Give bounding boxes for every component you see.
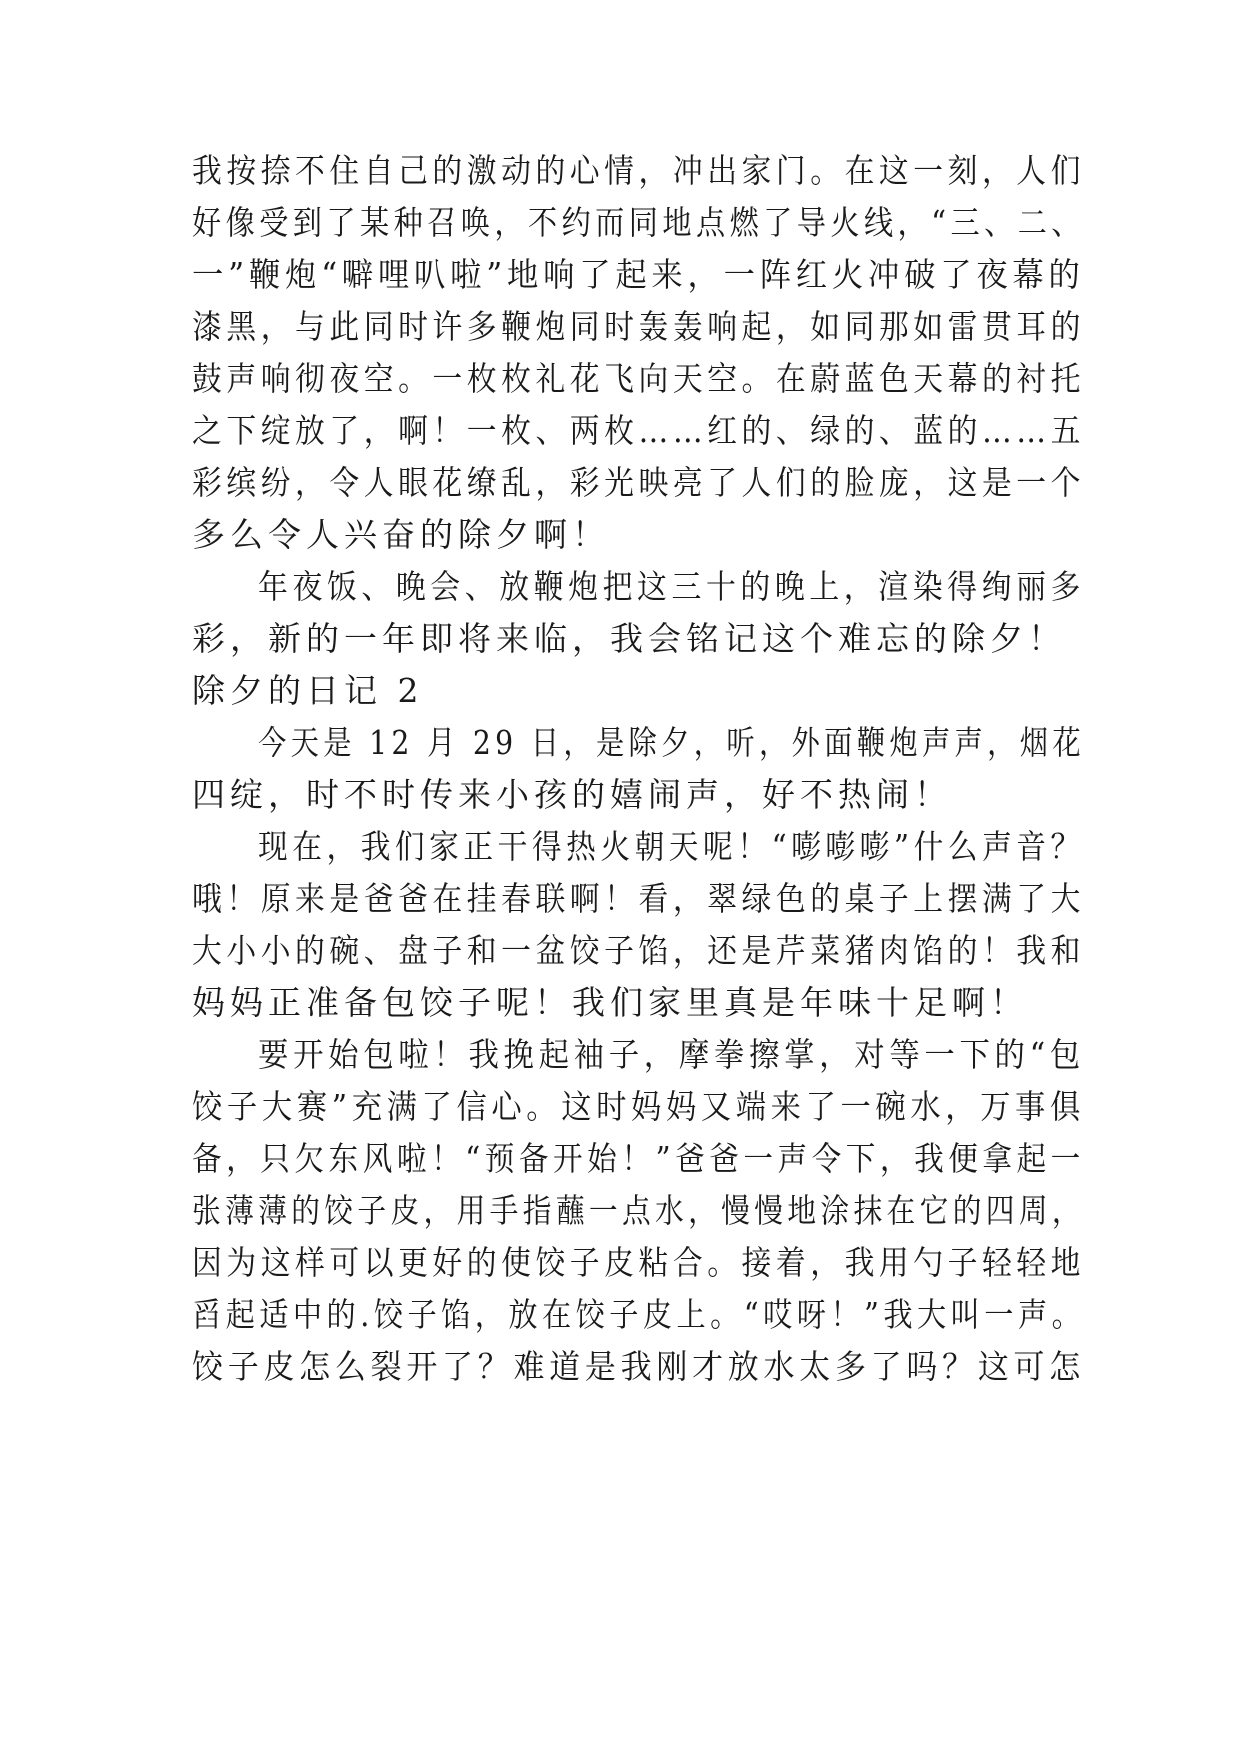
text-line: 饺子大赛”充满了信心。这时妈妈又端来了一碗水，万事俱 <box>192 1087 1085 1126</box>
text-line: 好像受到了某种召唤，不约而同地点燃了导火线，“三、二、 <box>192 203 1085 242</box>
text-line: 备，只欠东风啦！“预备开始！”爸爸一声令下，我便拿起一 <box>192 1139 1085 1178</box>
text-line: 大小小的碗、盘子和一盆饺子馅，还是芹菜猪肉馅的！我和 <box>192 931 1085 970</box>
text-line: 彩，新的一年即将来临，我会铭记这个难忘的除夕！ <box>192 619 1066 658</box>
text-line: 舀起适中的.饺子馅，放在饺子皮上。“哎呀！”我大叫一声。 <box>192 1295 1086 1334</box>
text-line: 因为这样可以更好的使饺子皮粘合。接着，我用勺子轻轻地 <box>192 1243 1085 1282</box>
paragraph-start-line: 现在，我们家正干得热火朝天呢！“嘭嘭嘭”什么声音？ <box>258 827 1085 866</box>
text-line: 漆黑，与此同时许多鞭炮同时轰轰响起，如同那如雷贯耳的 <box>192 307 1085 346</box>
text-line: 妈妈正准备包饺子呢！我们家里真是年味十足啊！ <box>192 983 1028 1022</box>
text-line: 多么令人兴奋的除夕啊！ <box>192 515 610 554</box>
text-line: 饺子皮怎么裂开了？难道是我刚才放水太多了吗？这可怎 <box>192 1347 1085 1386</box>
text-line: 四绽，时不时传来小孩的嬉闹声，好不热闹！ <box>192 775 952 814</box>
section-heading: 除夕的日记 2 <box>192 671 424 710</box>
text-line: 之下绽放了，啊！一枚、两枚……红的、绿的、蓝的……五 <box>192 411 1085 450</box>
paragraph-start-line: 年夜饭、晚会、放鞭炮把这三十的晚上，渲染得绚丽多 <box>258 567 1085 606</box>
text-line: 鼓声响彻夜空。一枚枚礼花飞向天空。在蔚蓝色天幕的衬托 <box>192 359 1085 398</box>
paragraph-start-line: 今天是 12 月 29 日，是除夕，听，外面鞭炮声声，烟花 <box>258 723 1085 762</box>
paragraph-start-line: 要开始包啦！我挽起袖子，摩拳擦掌，对等一下的“包 <box>258 1035 1085 1074</box>
text-line: 彩缤纷，令人眼花缭乱，彩光映亮了人们的脸庞，这是一个 <box>192 463 1085 502</box>
text-line: 一”鞭炮“噼哩叭啦”地响了起来，一阵红火冲破了夜幕的 <box>192 255 1085 294</box>
text-line: 哦！原来是爸爸在挂春联啊！看，翠绿色的桌子上摆满了大 <box>192 879 1085 918</box>
text-line: 张薄薄的饺子皮，用手指蘸一点水，慢慢地涂抹在它的四周， <box>192 1191 1085 1230</box>
text-line: 我按捺不住自己的激动的心情，冲出家门。在这一刻，人们 <box>192 151 1085 190</box>
